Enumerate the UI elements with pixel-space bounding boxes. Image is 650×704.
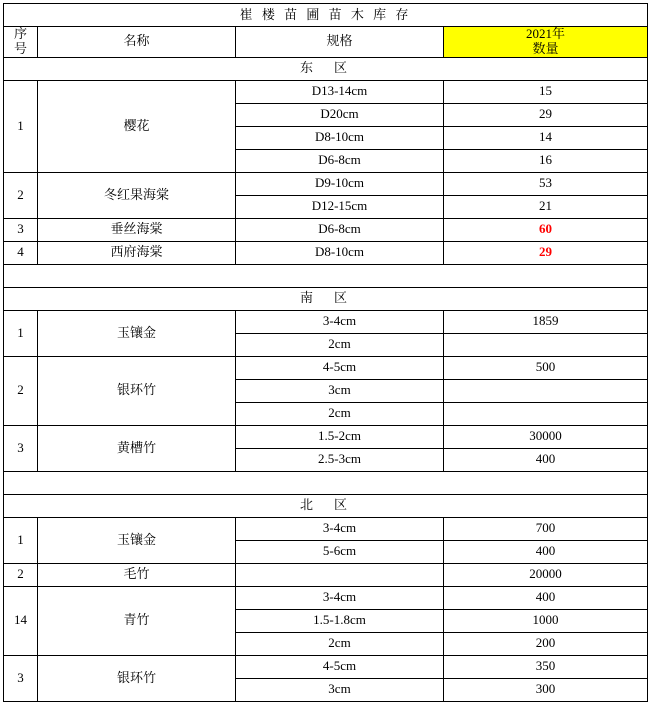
region-spacer	[4, 264, 648, 287]
column-header-seq-line2: 号	[13, 40, 27, 56]
row-sequence: 2	[4, 356, 38, 425]
row-specification	[236, 563, 444, 586]
row-specification: 3-4cm	[236, 517, 444, 540]
table-row	[4, 517, 648, 540]
region-label: 南 区	[4, 287, 648, 310]
table-row	[4, 172, 648, 195]
table-row	[4, 218, 648, 241]
row-plant-name: 银环竹	[38, 655, 236, 701]
column-header-seq-line1: 序	[13, 26, 27, 41]
row-specification: D20cm	[236, 103, 444, 126]
row-quantity: 30000	[444, 425, 648, 448]
row-plant-name: 黄槽竹	[38, 425, 236, 471]
row-quantity	[444, 333, 648, 356]
row-sequence: 14	[4, 586, 38, 655]
column-header-quantity	[444, 27, 648, 58]
row-specification: 3-4cm	[236, 310, 444, 333]
row-quantity: 300	[444, 678, 648, 701]
region-spacer-cell	[4, 471, 648, 494]
row-quantity: 350	[444, 655, 648, 678]
row-specification: 2cm	[236, 333, 444, 356]
row-quantity: 14	[444, 126, 648, 149]
row-sequence: 2	[4, 172, 38, 218]
column-header-quantity-label: 数量	[532, 40, 559, 56]
region-header-row	[4, 494, 648, 517]
row-specification: 1.5-2cm	[236, 425, 444, 448]
row-quantity	[444, 379, 648, 402]
table-row	[4, 425, 648, 448]
table-row	[4, 586, 648, 609]
table-row	[4, 655, 648, 678]
region-spacer-cell	[4, 264, 648, 287]
column-header-quantity-year: 2021年	[526, 26, 566, 41]
row-specification: D8-10cm	[236, 241, 444, 264]
inventory-sheet	[0, 3, 650, 704]
row-quantity: 200	[444, 632, 648, 655]
table-row	[4, 310, 648, 333]
table-row	[4, 241, 648, 264]
row-plant-name: 银环竹	[38, 356, 236, 425]
region-spacer	[4, 471, 648, 494]
row-specification: 5-6cm	[236, 540, 444, 563]
row-quantity: 21	[444, 195, 648, 218]
row-specification: 4-5cm	[236, 356, 444, 379]
row-plant-name: 冬红果海棠	[38, 172, 236, 218]
column-header-spec: 规格	[236, 27, 444, 58]
row-quantity: 400	[444, 586, 648, 609]
row-quantity: 20000	[444, 563, 648, 586]
row-sequence: 3	[4, 655, 38, 701]
row-quantity: 29	[444, 241, 648, 264]
row-specification: 3cm	[236, 379, 444, 402]
region-label: 东 区	[4, 57, 648, 80]
row-sequence: 3	[4, 218, 38, 241]
row-specification: 1.5-1.8cm	[236, 609, 444, 632]
column-header-name: 名称	[38, 27, 236, 58]
row-quantity: 500	[444, 356, 648, 379]
row-sequence: 2	[4, 563, 38, 586]
row-quantity: 400	[444, 540, 648, 563]
row-specification: 3-4cm	[236, 586, 444, 609]
row-quantity: 700	[444, 517, 648, 540]
row-plant-name: 玉镶金	[38, 517, 236, 563]
region-header-row	[4, 57, 648, 80]
row-specification: 2cm	[236, 402, 444, 425]
row-sequence: 3	[4, 425, 38, 471]
row-specification: D6-8cm	[236, 149, 444, 172]
row-quantity: 15	[444, 80, 648, 103]
row-plant-name: 青竹	[38, 586, 236, 655]
title-row	[4, 4, 648, 27]
row-specification: D8-10cm	[236, 126, 444, 149]
row-quantity: 16	[444, 149, 648, 172]
row-specification: 2.5-3cm	[236, 448, 444, 471]
row-specification: 2cm	[236, 632, 444, 655]
row-specification: D9-10cm	[236, 172, 444, 195]
row-specification: 4-5cm	[236, 655, 444, 678]
column-header-seq	[4, 27, 38, 58]
row-plant-name: 西府海棠	[38, 241, 236, 264]
row-specification: 3cm	[236, 678, 444, 701]
table-row	[4, 563, 648, 586]
region-header-row	[4, 287, 648, 310]
row-quantity: 1000	[444, 609, 648, 632]
row-plant-name: 垂丝海棠	[38, 218, 236, 241]
row-specification: D6-8cm	[236, 218, 444, 241]
row-quantity: 60	[444, 218, 648, 241]
row-quantity: 1859	[444, 310, 648, 333]
row-specification: D12-15cm	[236, 195, 444, 218]
page-title: 崔 楼 苗 圃 苗 木 库 存	[4, 4, 648, 27]
row-quantity: 53	[444, 172, 648, 195]
row-quantity: 29	[444, 103, 648, 126]
inventory-table	[3, 3, 648, 702]
region-label: 北 区	[4, 494, 648, 517]
header-row	[4, 27, 648, 58]
row-sequence: 1	[4, 310, 38, 356]
row-plant-name: 毛竹	[38, 563, 236, 586]
row-quantity: 400	[444, 448, 648, 471]
row-sequence: 1	[4, 517, 38, 563]
row-plant-name: 玉镶金	[38, 310, 236, 356]
row-specification: D13-14cm	[236, 80, 444, 103]
table-row	[4, 80, 648, 103]
row-plant-name: 樱花	[38, 80, 236, 172]
row-sequence: 4	[4, 241, 38, 264]
row-sequence: 1	[4, 80, 38, 172]
row-quantity	[444, 402, 648, 425]
inventory-table-body	[4, 4, 648, 702]
table-row	[4, 356, 648, 379]
